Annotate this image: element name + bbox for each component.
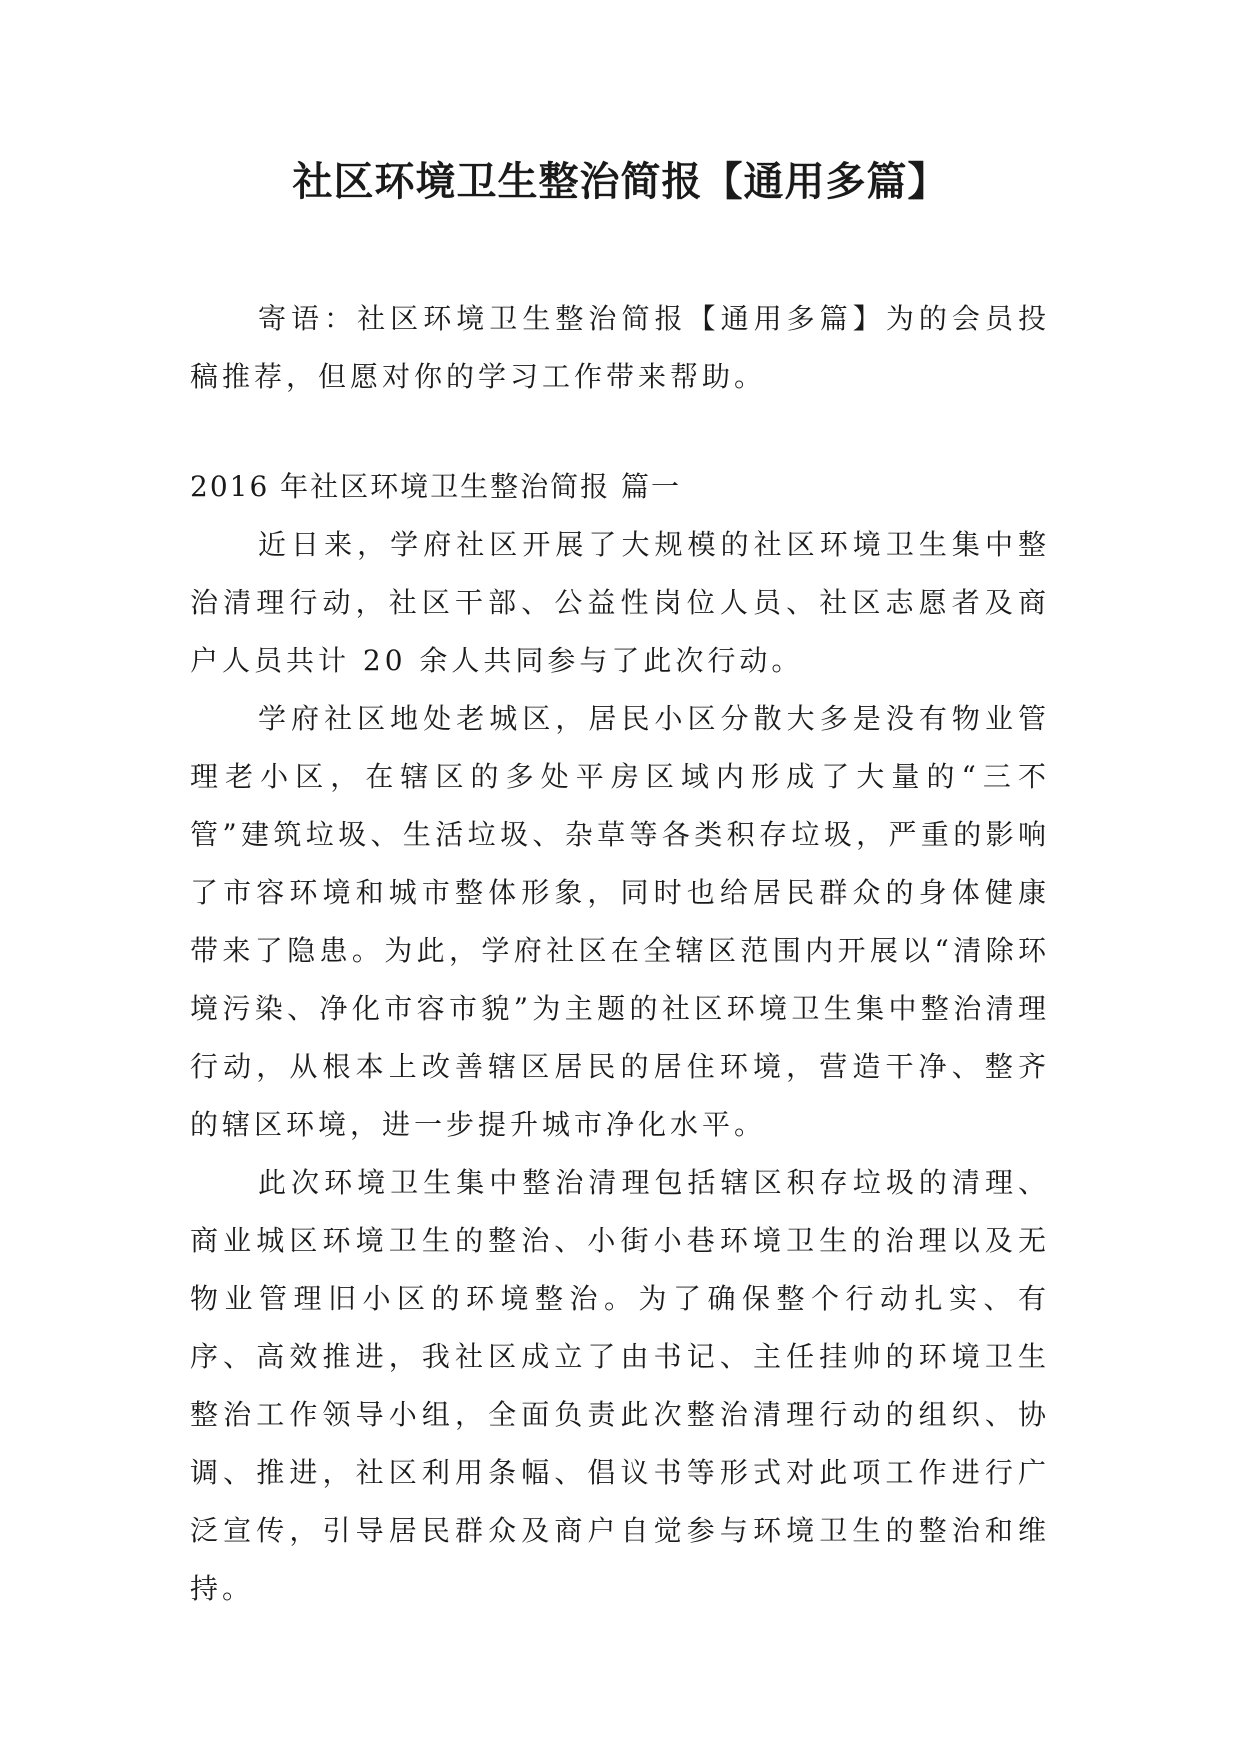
intro-paragraph: 寄语：社区环境卫生整治简报【通用多篇】为的会员投稿推荐，但愿对你的学习工作带来帮助。 [190, 302, 1050, 393]
intro-block [190, 290, 1050, 406]
document-title: 社区环境卫生整治简报【通用多篇】 [292, 158, 949, 205]
body-paragraph-2: 学府社区地处老城区，居民小区分散大多是没有物业管理老小区，在辖区的多处平房区域内形成了大量的“三不管”建筑垃圾、生活垃圾、杂草等各类积存垃圾，严重的影响了市容环境和城市整体形象，同时也给居民群众的身体健康带来了隐患。为此，学府社区在全辖区范围内开展以“清除环境污染、净化市容市貌”为主题的社区环境卫生集中整治清理行动，从根本上改善辖区居民的居住环境，营造干净、整齐的辖区环境，进一步提升城市净化水平。 [190, 702, 1050, 1141]
section-heading: 2016 年社区环境卫生整治简报 篇一 [190, 470, 682, 503]
body-paragraph-1: 近日来，学府社区开展了大规模的社区环境卫生集中整治清理行动，社区干部、公益性岗位人员、社区志愿者及商户人员共计 20 余人共同参与了此次行动。 [190, 528, 1050, 677]
body-paragraph-3: 此次环境卫生集中整治清理包括辖区积存垃圾的清理、商业城区环境卫生的整治、小街小巷环境卫生的治理以及无物业管理旧小区的环境整治。为了确保整个行动扎实、有序、高效推进，我社区成立了由书记、主任挂帅的环境卫生整治工作领导小组，全面负责此次整治清理行动的组织、协调、推进，社区利用条幅、倡议书等形式对此项工作进行广泛宣传，引导居民群众及商户自觉参与环境卫生的整治和维持。 [190, 1166, 1050, 1605]
article-body [190, 516, 1050, 1618]
